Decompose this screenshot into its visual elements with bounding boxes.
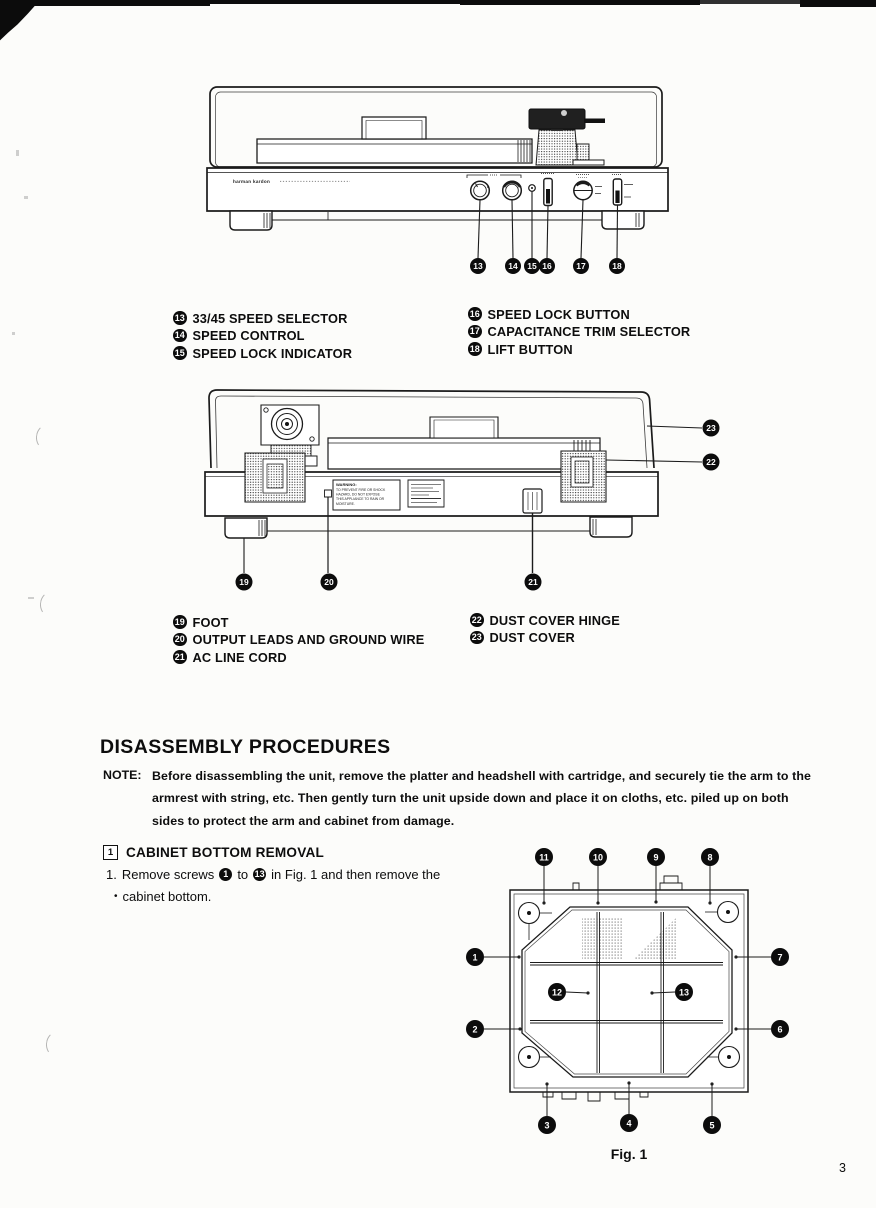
part-label: AC LINE CORD xyxy=(192,649,287,665)
svg-text:7: 7 xyxy=(777,952,783,963)
callout-23 xyxy=(703,420,720,437)
callout-17 xyxy=(573,258,589,274)
svg-text:13: 13 xyxy=(678,987,690,998)
step-1-line2 xyxy=(114,889,211,904)
callout-12 xyxy=(548,983,566,1001)
scan-artifact-corner-blob xyxy=(0,0,40,42)
note-line: Before disassembling the unit, remove the platter and headshell with cartridge, and securely tie the arm to the xyxy=(152,769,812,783)
part-label-row xyxy=(173,346,352,360)
svg-text:4: 4 xyxy=(626,1118,632,1129)
part-label-row xyxy=(173,615,424,629)
plinth-front xyxy=(207,168,668,211)
part-label-row xyxy=(470,631,620,645)
callout-13-fig1 xyxy=(675,983,693,1001)
callout-8 xyxy=(701,848,719,866)
part-number-badge: 15 xyxy=(173,346,187,360)
speed-selector-knob xyxy=(471,181,490,200)
part-label-row xyxy=(468,325,690,339)
step-text: in Fig. 1 and then remove the xyxy=(271,867,441,882)
front-parts-right xyxy=(468,307,690,356)
rear-view-figure xyxy=(195,385,725,600)
step-text: to xyxy=(237,867,249,882)
part-number-badge: 13 xyxy=(173,311,187,325)
part-label-row xyxy=(173,633,424,647)
callout-9 xyxy=(647,848,665,866)
part-number-badge: 19 xyxy=(173,615,187,629)
note-line: sides to protect the arm and cabinet from damage. xyxy=(152,813,455,828)
callout-10 xyxy=(589,848,607,866)
callout-22 xyxy=(703,454,720,471)
svg-text:11: 11 xyxy=(539,852,549,863)
svg-text:14: 14 xyxy=(508,261,518,272)
svg-text:18: 18 xyxy=(612,261,622,272)
scan-speck xyxy=(12,332,15,335)
step-text: Remove screws xyxy=(121,867,215,882)
callout-21 xyxy=(525,574,542,591)
fig1-caption: Fig. 1 xyxy=(610,1146,648,1162)
scan-speck xyxy=(24,196,28,199)
part-label: SPEED CONTROL xyxy=(192,328,305,343)
callout-19 xyxy=(236,574,253,591)
page-number: 3 xyxy=(839,1161,846,1175)
front-parts-left xyxy=(173,311,352,360)
part-label-row xyxy=(173,650,424,664)
callout-5 xyxy=(703,1116,721,1134)
part-number-badge: 18 xyxy=(468,342,482,356)
svg-text:16: 16 xyxy=(542,261,552,272)
warning-line: TO PREVENT FIRE OR SHOCK xyxy=(336,488,386,492)
part-label-row xyxy=(173,329,352,343)
part-number-badge: 16 xyxy=(468,307,482,321)
scan-speck xyxy=(28,597,34,599)
scan-artifact-top-strip xyxy=(800,0,876,7)
svg-text:15: 15 xyxy=(527,261,537,272)
rear-parts-right xyxy=(470,613,620,645)
part-label: SPEED LOCK BUTTON xyxy=(487,306,630,322)
callout-2 xyxy=(466,1020,484,1038)
rear-feet xyxy=(225,517,632,538)
svg-text:2: 2 xyxy=(472,1024,478,1035)
section-heading-disassembly: DISASSEMBLY PROCEDURES xyxy=(100,736,391,758)
part-label: FOOT xyxy=(192,614,229,630)
svg-text:21: 21 xyxy=(528,577,538,588)
note-body xyxy=(152,765,812,832)
svg-text:3: 3 xyxy=(544,1120,550,1131)
part-label-row xyxy=(468,342,690,356)
svg-text:13: 13 xyxy=(473,261,483,272)
svg-text:9: 9 xyxy=(653,852,659,863)
callout-11 xyxy=(535,848,553,866)
part-label-row xyxy=(173,311,352,325)
callout-14 xyxy=(505,258,521,274)
scan-artifact-top-strip xyxy=(210,0,460,4)
part-number-badge: 17 xyxy=(468,325,482,339)
warning-label xyxy=(333,480,400,510)
svg-text:19: 19 xyxy=(239,577,249,588)
rear-parts-left xyxy=(173,615,424,664)
callout-6 xyxy=(771,1020,789,1038)
callout-13 xyxy=(470,258,486,274)
speed-lock-indicator-led xyxy=(529,185,536,192)
part-label: OUTPUT LEADS AND GROUND WIRE xyxy=(192,632,425,647)
svg-text:22: 22 xyxy=(706,457,716,468)
callout-16 xyxy=(539,258,555,274)
scan-speck xyxy=(16,150,19,156)
part-number-badge: 22 xyxy=(470,613,484,627)
callout-3 xyxy=(538,1116,556,1134)
part-label-row xyxy=(468,307,690,321)
rating-label xyxy=(408,480,444,507)
svg-text:1: 1 xyxy=(472,952,478,963)
scan-artifact-binding-arc xyxy=(39,591,60,617)
scan-artifact-binding-arc xyxy=(45,1031,66,1057)
callout-15 xyxy=(524,258,540,274)
step-1-line1 xyxy=(106,867,440,882)
warning-line: HAZARD, DO NOT EXPOSE xyxy=(336,492,380,497)
part-label: DUST COVER xyxy=(489,630,575,645)
callout-1 xyxy=(466,948,484,966)
svg-text:6: 6 xyxy=(777,1024,783,1035)
svg-text:10: 10 xyxy=(592,852,604,863)
part-number-badge: 23 xyxy=(470,631,484,645)
screw-badge-to: 13 xyxy=(254,869,265,879)
screw-badge-from: 1 xyxy=(219,868,232,881)
svg-text:20: 20 xyxy=(324,577,334,588)
scan-artifact-top-strip xyxy=(30,0,210,6)
platter-rear xyxy=(328,417,600,469)
part-number-badge: 21 xyxy=(173,650,187,664)
speed-control-knob xyxy=(503,181,522,200)
brand-logo: harman kardon xyxy=(233,179,271,184)
warning-line: THIS APPLIANCE TO RAIN OR xyxy=(336,497,385,502)
step-number: 1. xyxy=(106,867,117,882)
part-label: CAPACITANCE TRIM SELECTOR xyxy=(487,324,691,339)
scan-artifact-top-strip xyxy=(460,0,700,5)
warning-title: WARNING: xyxy=(336,482,357,487)
tonearm-assembly xyxy=(529,109,605,165)
scan-artifact-top-strip xyxy=(700,0,800,4)
scan-artifact-binding-arc xyxy=(35,424,56,450)
part-label: SPEED LOCK INDICATOR xyxy=(192,345,353,361)
callout-7 xyxy=(771,948,789,966)
callout-18 xyxy=(609,258,625,274)
fig1-bottom-view xyxy=(455,840,795,1150)
part-label-row xyxy=(470,613,620,627)
platter-front xyxy=(257,117,532,163)
section1-header xyxy=(103,845,324,860)
svg-text:12: 12 xyxy=(551,987,563,998)
dust-cover-hinge-left xyxy=(245,453,305,502)
warning-line: MOISTURE. xyxy=(336,501,355,506)
part-number-badge: 14 xyxy=(173,329,187,343)
svg-text:23: 23 xyxy=(706,423,716,434)
svg-text:8: 8 xyxy=(707,852,713,863)
part-label: LIFT BUTTON xyxy=(487,341,573,357)
front-view-figure xyxy=(200,83,670,288)
part-label: DUST COVER HINGE xyxy=(489,612,620,628)
svg-text:5: 5 xyxy=(709,1120,715,1131)
note-line: armrest with string, etc. Then gently turn the unit upside down and place it on cloths, etc. piled up on both xyxy=(152,791,789,806)
note-label: NOTE: xyxy=(103,768,142,782)
svg-text:17: 17 xyxy=(576,261,586,272)
step-text: cabinet bottom. xyxy=(122,889,212,904)
bullet: • xyxy=(114,891,118,902)
part-number-badge: 20 xyxy=(173,633,187,647)
section1-title: CABINET BOTTOM REMOVAL xyxy=(126,845,324,860)
part-label: 33/45 SPEED SELECTOR xyxy=(192,310,348,326)
section1-index-box: 1 xyxy=(103,845,118,860)
callout-4 xyxy=(620,1114,638,1132)
bottom-edge-tabs xyxy=(543,1092,648,1101)
callout-20 xyxy=(321,574,338,591)
